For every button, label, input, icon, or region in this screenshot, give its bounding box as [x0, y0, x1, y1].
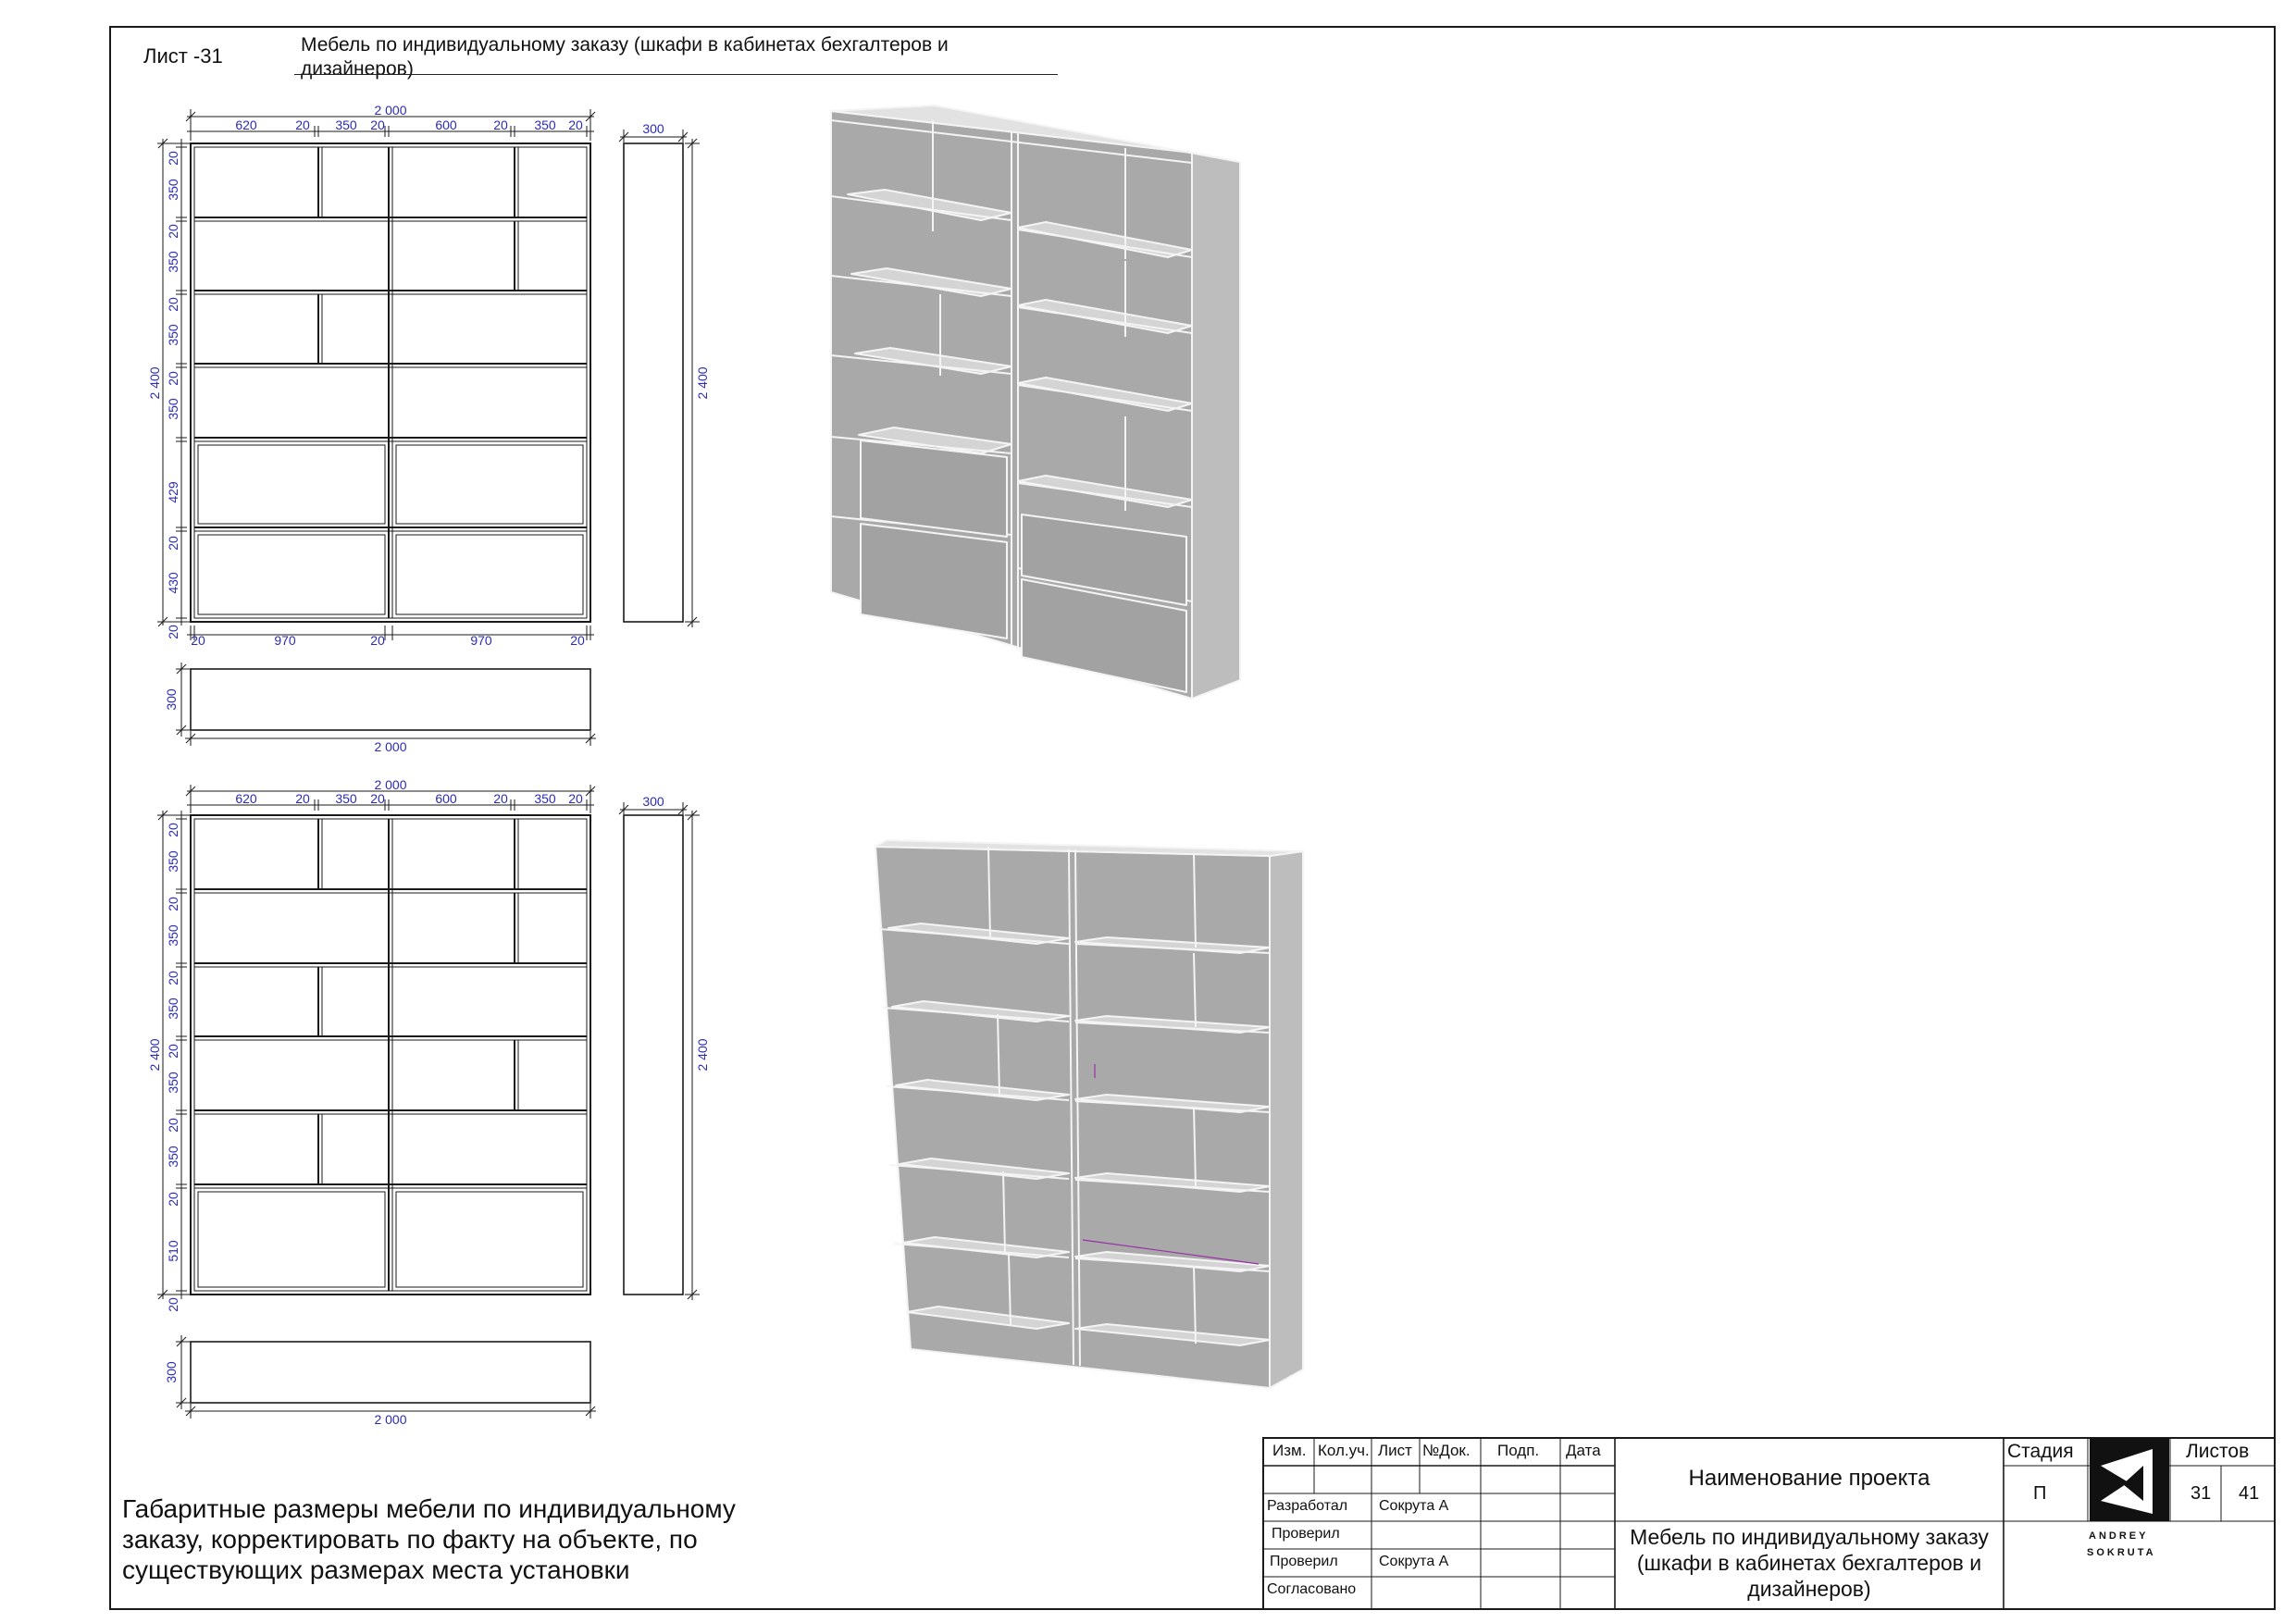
d1-bottom-dim: 20 [570, 633, 585, 648]
title-block [1262, 1437, 2276, 1610]
drawing1-plan-view [176, 663, 596, 746]
dimensions-note: Габаритные размеры мебели по индивидуальному заказу, корректировать по факту на объекте, по существующих размерах места установки [122, 1494, 736, 1584]
d2-left-dim: 350 [166, 1072, 180, 1094]
tb-role: Проверил [1272, 1526, 1340, 1542]
d2-side-height: 2 400 [695, 1038, 710, 1072]
header-underline [294, 74, 1058, 75]
tb-logo-text-1: ANDREY [2089, 1530, 2149, 1542]
tb-sheet-number: 31 [2191, 1483, 2212, 1504]
d1-left-dim: 20 [166, 224, 180, 239]
tb-stage-label: Стадия [2007, 1441, 2074, 1462]
d1-side-height: 2 400 [695, 366, 710, 400]
tb-col-data: Дата [1566, 1442, 1601, 1459]
d1-top-dim: 350 [534, 118, 556, 132]
d1-left-dim: 20 [166, 151, 180, 166]
tb-col-izm: Изм. [1272, 1442, 1307, 1459]
d1-top-dim: 20 [493, 118, 508, 132]
d1-left-dim: 350 [166, 398, 180, 420]
drawing2-side-elevation [619, 802, 700, 1300]
d2-left-dim: 20 [166, 823, 180, 837]
tb-col-list: Лист [1378, 1442, 1412, 1459]
d1-total-height: 2 400 [147, 366, 162, 400]
d2-top-dim: 350 [335, 791, 357, 806]
cabinet1-3d-view [814, 93, 1259, 722]
tb-stage-value: П [2033, 1483, 2047, 1504]
drawing2-plan-dim-labels [164, 1361, 407, 1427]
d2-left-dim: 350 [166, 997, 180, 1020]
d2-left-dim: 350 [166, 1146, 180, 1168]
tb-sheet-title: Мебель по индивидуальному заказу (шкафи в кабинетах бехгалтеров и дизайнеров) [1630, 1525, 1989, 1601]
d1-left-dim: 429 [166, 481, 180, 503]
d2-left-dim: 20 [166, 971, 180, 985]
drawing1-bottom-dimensions [187, 626, 594, 640]
tb-role: Проверил [1270, 1554, 1338, 1569]
d1-plan-width: 2 000 [374, 739, 407, 754]
d2-top-dim: 350 [534, 791, 556, 806]
tb-sheets-total: 41 [2239, 1483, 2260, 1504]
d1-plan-depth: 300 [164, 688, 179, 711]
d1-top-dim: 20 [295, 118, 310, 132]
d2-left-dim: 20 [166, 1118, 180, 1133]
d1-bottom-dim: 970 [470, 633, 492, 648]
d2-plan-depth: 300 [164, 1361, 179, 1383]
d1-top-dim: 20 [370, 118, 385, 132]
d1-bottom-dim: 970 [274, 633, 296, 648]
d1-top-dim: 620 [235, 118, 257, 132]
tb-sheets-label: Листов [2186, 1441, 2250, 1462]
tb-col-kol: Кол.уч. [1318, 1442, 1370, 1459]
drawing1-orthographic [139, 97, 731, 763]
d2-total-height: 2 400 [147, 1038, 162, 1072]
d1-left-dim: 20 [166, 371, 180, 386]
tb-name: Сокрута А [1379, 1498, 1449, 1514]
d1-left-dim: 350 [166, 324, 180, 346]
d1-left-dim: 430 [166, 572, 180, 594]
d2-left-dim: 510 [166, 1240, 180, 1262]
cabinet2-3d-view [861, 828, 1323, 1402]
d2-top-dim: 620 [235, 791, 257, 806]
d2-top-dim: 20 [295, 791, 310, 806]
drawing1-plan-dim-labels [164, 688, 407, 754]
d1-top-dim: 20 [568, 118, 583, 132]
d2-top-dim: 600 [435, 791, 457, 806]
sheet-label: Лист -31 [143, 44, 223, 68]
d2-left-dim: 20 [166, 897, 180, 911]
d2-side-depth: 300 [642, 794, 664, 809]
d2-top-dim: 20 [568, 791, 583, 806]
d1-left-dim: 20 [166, 625, 180, 639]
drawing1-top-dim-labels [235, 103, 583, 132]
d2-left-dim: 350 [166, 850, 180, 873]
drawing2-side-dim-labels [642, 794, 710, 1072]
drawing1-left-dim-labels [147, 151, 180, 639]
d1-left-dim: 20 [166, 297, 180, 312]
d1-total-width: 2 000 [374, 103, 407, 118]
d2-left-dim: 20 [166, 1044, 180, 1059]
d1-bottom-dim: 20 [370, 633, 385, 648]
d2-left-dim: 20 [166, 1297, 180, 1312]
d2-top-dim: 20 [370, 791, 385, 806]
d1-side-depth: 300 [642, 121, 664, 136]
tb-project-name: Наименование проекта [1688, 1466, 1930, 1491]
drawing2-orthographic [139, 773, 731, 1430]
d1-left-dim: 350 [166, 179, 180, 201]
d2-total-width: 2 000 [374, 777, 407, 792]
tb-logo-text-2: SOKRUTA [2087, 1547, 2156, 1558]
drawing2-left-dim-labels [147, 823, 180, 1312]
d2-plan-width: 2 000 [374, 1412, 407, 1427]
d2-left-dim: 20 [166, 1192, 180, 1207]
drawing1-front-elevation [191, 143, 590, 622]
d1-left-dim: 350 [166, 251, 180, 273]
tb-name: Сокрута А [1379, 1554, 1449, 1569]
tb-col-doc: №Док. [1422, 1442, 1471, 1459]
andrey-sokruta-logo [2090, 1438, 2169, 1521]
tb-col-podp: Подп. [1497, 1442, 1540, 1459]
d2-top-dim: 20 [493, 791, 508, 806]
tb-role: Согласовано [1267, 1581, 1357, 1597]
drawing2-front-elevation [191, 815, 590, 1295]
drawing2-plan-view [176, 1335, 596, 1419]
d1-top-dim: 600 [435, 118, 457, 132]
d1-bottom-dim: 20 [191, 633, 205, 648]
d1-top-dim: 350 [335, 118, 357, 132]
drawing1-side-dim-labels [642, 121, 710, 400]
drawing1-side-elevation [619, 130, 700, 627]
sheet-header-title: Мебель по индивидуальному заказу (шкафи в кабинетах бехгалтеров и дизайнеров) [301, 34, 949, 80]
d2-left-dim: 350 [166, 924, 180, 947]
tb-role: Разработал [1267, 1498, 1348, 1514]
d1-left-dim: 20 [166, 536, 180, 551]
